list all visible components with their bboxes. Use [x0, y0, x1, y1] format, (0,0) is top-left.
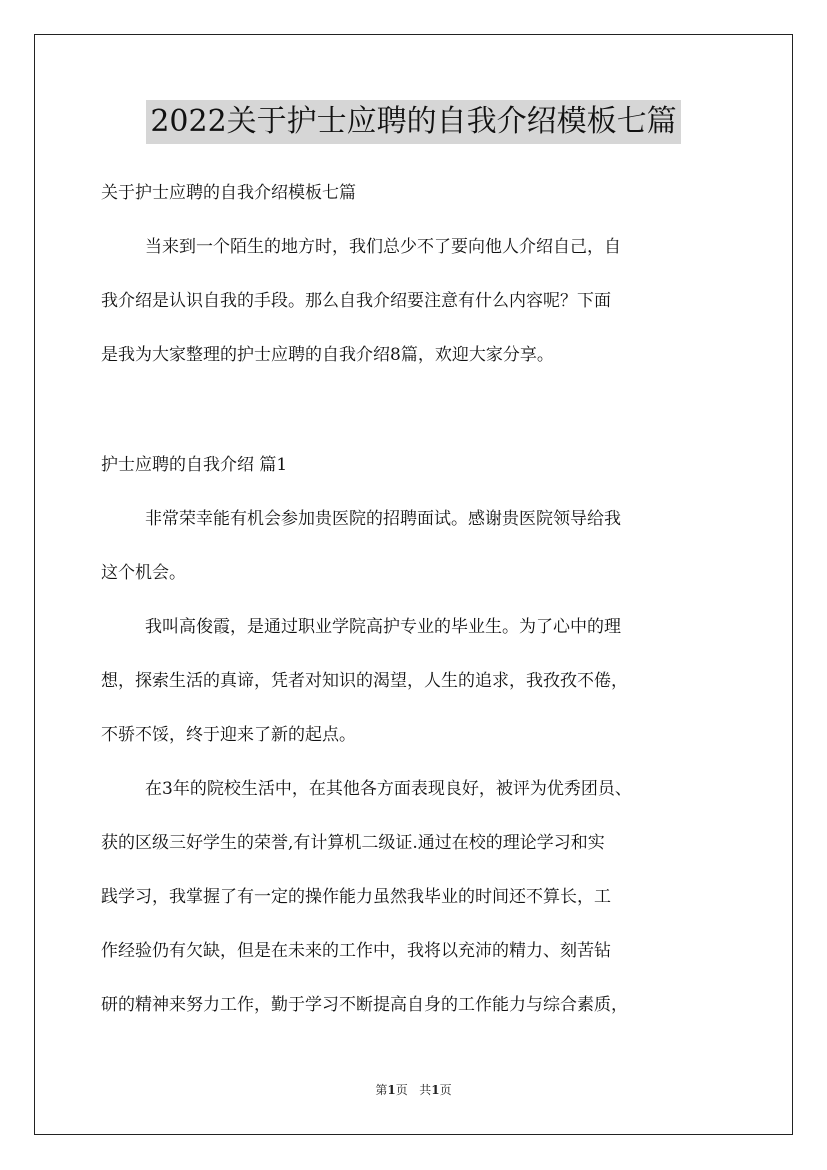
paragraph-line: 当来到一个陌生的地方时，我们总少不了要向他人介绍自己，自 [145, 237, 621, 257]
document-subtitle: 关于护士应聘的自我介绍模板七篇 [101, 183, 356, 203]
paragraph-line: 践学习，我掌握了有一定的操作能力虽然我毕业的时间还不算长，工 [101, 887, 611, 907]
paragraph-line: 非常荣幸能有机会参加贵医院的招聘面试。感谢贵医院领导给我 [145, 509, 621, 529]
section-heading-text: 护士应聘的自我介绍 篇1 [101, 455, 288, 475]
page-footer [0, 1082, 827, 1098]
paragraph-line: 这个机会。 [101, 563, 186, 583]
paragraph-line: 我叫高俊霞，是通过职业学院高护专业的毕业生。为了心中的理 [145, 617, 621, 637]
footer-page-prefix: 第 [375, 1083, 388, 1097]
paragraph-line: 不骄不馁，终于迎来了新的起点。 [101, 725, 356, 745]
paragraph-line: 作经验仍有欠缺，但是在未来的工作中，我将以充沛的精力、刻苦钻 [101, 941, 611, 961]
footer-page-total: 1 [431, 1083, 440, 1097]
document-title-text: 2022关于护士应聘的自我介绍模板七篇 [146, 100, 680, 144]
paragraph-line: 是我为大家整理的护士应聘的自我介绍8篇，欢迎大家分享。 [101, 345, 554, 365]
footer-total-suffix: 页 [439, 1083, 452, 1097]
paragraph-line: 研的精神来努力工作，勤于学习不断提高自身的工作能力与综合素质， [101, 995, 628, 1015]
footer-total-prefix: 共 [419, 1083, 432, 1097]
footer-page-suffix: 页 [395, 1083, 408, 1097]
paragraph-line: 想，探索生活的真谛，凭者对知识的渴望，人生的追求，我孜孜不倦， [101, 671, 628, 691]
paragraph-line: 我介绍是认识自我的手段。那么自我介绍要注意有什么内容呢？下面 [101, 291, 611, 311]
footer-page-current: 1 [387, 1083, 396, 1097]
document-title [0, 100, 827, 144]
paragraph-line: 获的区级三好学生的荣誉,有计算机二级证.通过在校的理论学习和实 [101, 833, 605, 853]
paragraph-line: 在3年的院校生活中，在其他各方面表现良好，被评为优秀团员、 [145, 779, 632, 799]
